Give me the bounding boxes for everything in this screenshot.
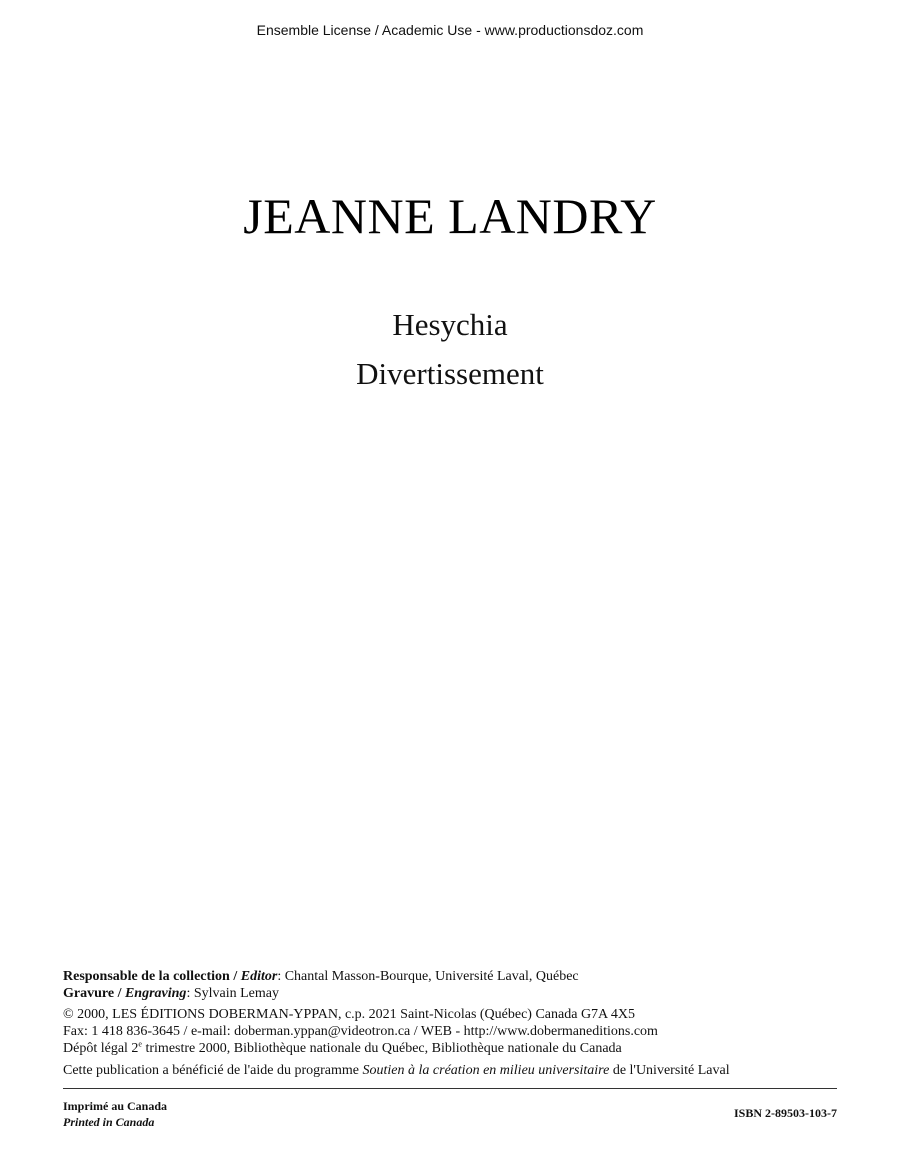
support-line [63,1062,843,1079]
support-program: Soutien à la création en milieu universitaire [362,1063,610,1078]
printed-in-block [63,1098,167,1130]
legal-deposit-a: Dépôt légal 2 [63,1041,139,1056]
editor-value: : Chantal Masson-Bourque, Université Laval, Québec [277,969,579,984]
license-notice: Ensemble License / Academic Use - www.productionsdoz.com [256,22,644,38]
copyright-line: © 2000, LES ÉDITIONS DOBERMAN-YPPAN, c.p. 2021 Saint-Nicolas (Québec) Canada G7A 4X5 [63,1007,636,1022]
editor-label-en: Editor [240,969,278,984]
engraving-value: : Sylvain Lemay [186,986,279,1001]
engraving-line [63,985,843,1002]
engraving-label-fr: Gravure [63,986,115,1001]
editor-separator: / [229,969,241,984]
footer-divider [63,1088,837,1089]
work-title: Hesychia [392,307,508,342]
engraving-label-en: Engraving [124,986,187,1001]
printed-fr: Imprimé au Canada [63,1099,168,1113]
work-subtitle: Divertissement [356,356,544,391]
support-a: Cette publication a bénéficié de l'aide du programme [63,1063,363,1078]
editor-line [63,968,843,985]
contact-line: Fax: 1 418 836-3645 / e-mail: doberman.yppan@videotron.ca / WEB - http://www.dobermaneditions.com [63,1024,658,1039]
support-b: de l'Université Laval [609,1063,730,1078]
legal-deposit-b: trimestre 2000, Bibliothèque nationale du Québec, Bibliothèque nationale du Canada [141,1041,622,1056]
isbn: ISBN 2-89503-103-7 [733,1106,837,1120]
legal-deposit-sup: e [138,1039,142,1049]
printed-en: Printed in Canada [63,1115,155,1129]
editor-label-fr: Responsable de la collection [63,969,230,984]
credits-block [63,968,843,1079]
composer-name: JEANNE LANDRY [243,188,657,244]
legal-deposit-line [63,1040,843,1057]
engraving-separator: / [114,986,125,1001]
